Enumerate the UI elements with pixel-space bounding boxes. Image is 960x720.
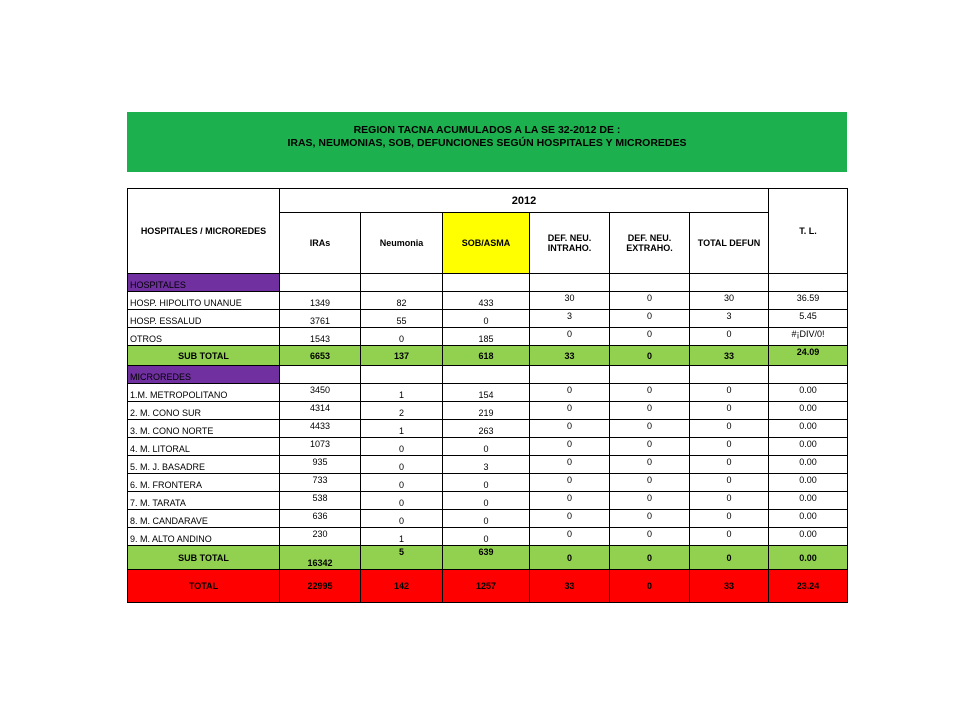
section-microredes-empty-cell	[443, 366, 530, 384]
section-hospitales-row	[128, 274, 848, 292]
cell-iras: 935	[280, 456, 361, 474]
cell-total: 0	[690, 528, 769, 546]
subtotal-iras: 16342	[280, 546, 361, 570]
microred-row	[128, 474, 848, 492]
cell-iras: 1073	[280, 438, 361, 456]
header-year: 2012	[280, 189, 769, 213]
cell-neu: 0	[361, 456, 443, 474]
cell-neu: 0	[361, 510, 443, 528]
cell-iras: 733	[280, 474, 361, 492]
cell-tl: #¡DIV/0!	[769, 328, 848, 346]
cell-neu: 55	[361, 310, 443, 328]
row-name: 2. M. CONO SUR	[128, 402, 280, 420]
subtotal-tl: 24.09	[769, 346, 848, 366]
row-name: OTROS	[128, 328, 280, 346]
cell-iras: 230	[280, 528, 361, 546]
cell-extra: 0	[610, 456, 690, 474]
cell-intra: 30	[530, 292, 610, 310]
cell-sob: 3	[443, 456, 530, 474]
microred-row	[128, 438, 848, 456]
cell-neu: 82	[361, 292, 443, 310]
header-sob-asma: SOB/ASMA	[443, 213, 530, 274]
row-name: HOSP. ESSALUD	[128, 310, 280, 328]
cell-extra: 0	[610, 310, 690, 328]
cell-total: 30	[690, 292, 769, 310]
section-microredes-label: MICROREDES	[128, 366, 280, 384]
microred-row	[128, 420, 848, 438]
row-name: 3. M. CONO NORTE	[128, 420, 280, 438]
cell-total: 0	[690, 402, 769, 420]
cell-extra: 0	[610, 438, 690, 456]
row-name: 4. M. LITORAL	[128, 438, 280, 456]
grand-total-row	[128, 570, 848, 603]
section-hospitales-empty-cell	[530, 274, 610, 292]
cell-tl: 0.00	[769, 474, 848, 492]
cell-intra: 0	[530, 420, 610, 438]
section-hospitales-empty-cell	[443, 274, 530, 292]
cell-sob: 0	[443, 492, 530, 510]
microred-row	[128, 528, 848, 546]
hospital-row	[128, 328, 848, 346]
cell-iras: 1349	[280, 292, 361, 310]
cell-extra: 0	[610, 328, 690, 346]
cell-extra: 0	[610, 528, 690, 546]
cell-neu: 2	[361, 402, 443, 420]
cell-intra: 0	[530, 456, 610, 474]
section-hospitales-empty-cell	[690, 274, 769, 292]
cell-total: 3	[690, 310, 769, 328]
cell-extra: 0	[610, 292, 690, 310]
cell-intra: 0	[530, 510, 610, 528]
cell-extra: 0	[610, 402, 690, 420]
cell-sob: 185	[443, 328, 530, 346]
cell-tl: 0.00	[769, 420, 848, 438]
cell-iras: 538	[280, 492, 361, 510]
section-microredes-empty-cell	[280, 366, 361, 384]
section-hospitales-label: HOSPITALES	[128, 274, 280, 292]
cell-tl: 0.00	[769, 402, 848, 420]
total-sob: 1257	[443, 570, 530, 603]
header-tl: T. L.	[769, 189, 848, 274]
cell-intra: 0	[530, 328, 610, 346]
row-name: 8. M. CANDARAVE	[128, 510, 280, 528]
cell-tl: 0.00	[769, 456, 848, 474]
cell-total: 0	[690, 474, 769, 492]
cell-sob: 0	[443, 528, 530, 546]
cell-extra: 0	[610, 474, 690, 492]
subtotal-extra: 0	[610, 546, 690, 570]
statistics-table	[127, 188, 848, 603]
microred-row	[128, 384, 848, 402]
cell-intra: 0	[530, 402, 610, 420]
row-name: 6. M. FRONTERA	[128, 474, 280, 492]
cell-tl: 0.00	[769, 510, 848, 528]
cell-intra: 3	[530, 310, 610, 328]
cell-tl: 0.00	[769, 384, 848, 402]
cell-tl: 0.00	[769, 438, 848, 456]
header-total-defun: TOTAL DEFUN	[690, 213, 769, 274]
total-neu: 142	[361, 570, 443, 603]
cell-sob: 0	[443, 474, 530, 492]
section-microredes-empty-cell	[610, 366, 690, 384]
section-microredes-empty-cell	[361, 366, 443, 384]
section-microredes-empty-cell	[690, 366, 769, 384]
section-hospitales-empty-cell	[361, 274, 443, 292]
cell-tl: 36.59	[769, 292, 848, 310]
cell-intra: 0	[530, 492, 610, 510]
subtotal-row	[128, 546, 848, 570]
subtotal-intra: 33	[530, 346, 610, 366]
cell-sob: 0	[443, 510, 530, 528]
cell-sob: 0	[443, 310, 530, 328]
cell-intra: 0	[530, 384, 610, 402]
microred-row	[128, 402, 848, 420]
microred-row	[128, 456, 848, 474]
section-hospitales-empty-cell	[610, 274, 690, 292]
header-def-neu-extraho: DEF. NEU. EXTRAHO.	[610, 213, 690, 274]
row-name: 9. M. ALTO ANDINO	[128, 528, 280, 546]
cell-tl: 0.00	[769, 492, 848, 510]
total-total: 33	[690, 570, 769, 603]
cell-iras: 4433	[280, 420, 361, 438]
cell-tl: 0.00	[769, 528, 848, 546]
section-hospitales-empty-cell	[769, 274, 848, 292]
subtotal-neu: 5	[361, 546, 443, 570]
report-title-line1: REGION TACNA ACUMULADOS A LA SE 32-2012 DE :	[353, 124, 621, 136]
cell-tl: 5.45	[769, 310, 848, 328]
cell-total: 0	[690, 384, 769, 402]
header-def-neu-intraho: DEF. NEU. INTRAHO.	[530, 213, 610, 274]
total-label: TOTAL	[128, 570, 280, 603]
subtotal-total: 0	[690, 546, 769, 570]
cell-neu: 0	[361, 474, 443, 492]
section-microredes-empty-cell	[769, 366, 848, 384]
row-name: 5. M. J. BASADRE	[128, 456, 280, 474]
subtotal-row	[128, 346, 848, 366]
hospital-row	[128, 310, 848, 328]
cell-total: 0	[690, 492, 769, 510]
total-tl: 23.24	[769, 570, 848, 603]
header-neumonia: Neumonia	[361, 213, 443, 274]
section-hospitales-empty-cell	[280, 274, 361, 292]
cell-intra: 0	[530, 528, 610, 546]
report-title-banner	[127, 112, 847, 172]
cell-neu: 1	[361, 528, 443, 546]
cell-total: 0	[690, 328, 769, 346]
cell-intra: 0	[530, 438, 610, 456]
subtotal-neu: 137	[361, 346, 443, 366]
cell-iras: 1543	[280, 328, 361, 346]
row-name: 7. M. TARATA	[128, 492, 280, 510]
subtotal-sob: 639	[443, 546, 530, 570]
subtotal-total: 33	[690, 346, 769, 366]
cell-extra: 0	[610, 420, 690, 438]
report-title-line2: IRAS, NEUMONIAS, SOB, DEFUNCIONES SEGÚN HOSPITALES Y MICROREDES	[287, 137, 687, 149]
cell-total: 0	[690, 438, 769, 456]
cell-neu: 0	[361, 328, 443, 346]
cell-total: 0	[690, 456, 769, 474]
total-iras: 22995	[280, 570, 361, 603]
microred-row	[128, 492, 848, 510]
row-name: 1.M. METROPOLITANO	[128, 384, 280, 402]
subtotal-sob: 618	[443, 346, 530, 366]
cell-total: 0	[690, 510, 769, 528]
cell-iras: 3450	[280, 384, 361, 402]
cell-sob: 0	[443, 438, 530, 456]
subtotal-tl: 0.00	[769, 546, 848, 570]
header-row-label: HOSPITALES / MICROREDES	[128, 189, 280, 274]
microred-row	[128, 510, 848, 528]
cell-sob: 219	[443, 402, 530, 420]
cell-sob: 433	[443, 292, 530, 310]
total-intra: 33	[530, 570, 610, 603]
section-microredes-row	[128, 366, 848, 384]
cell-extra: 0	[610, 384, 690, 402]
cell-iras: 636	[280, 510, 361, 528]
row-name: HOSP. HIPOLITO UNANUE	[128, 292, 280, 310]
cell-extra: 0	[610, 510, 690, 528]
cell-intra: 0	[530, 474, 610, 492]
section-microredes-empty-cell	[530, 366, 610, 384]
subtotal-label: SUB TOTAL	[128, 546, 280, 570]
total-extra: 0	[610, 570, 690, 603]
subtotal-label: SUB TOTAL	[128, 346, 280, 366]
cell-sob: 154	[443, 384, 530, 402]
cell-total: 0	[690, 420, 769, 438]
cell-iras: 3761	[280, 310, 361, 328]
cell-iras: 4314	[280, 402, 361, 420]
cell-extra: 0	[610, 492, 690, 510]
hospital-row	[128, 292, 848, 310]
cell-neu: 1	[361, 384, 443, 402]
header-iras: IRAs	[280, 213, 361, 274]
subtotal-intra: 0	[530, 546, 610, 570]
cell-neu: 0	[361, 438, 443, 456]
cell-sob: 263	[443, 420, 530, 438]
cell-neu: 0	[361, 492, 443, 510]
subtotal-extra: 0	[610, 346, 690, 366]
subtotal-iras: 6653	[280, 346, 361, 366]
cell-neu: 1	[361, 420, 443, 438]
